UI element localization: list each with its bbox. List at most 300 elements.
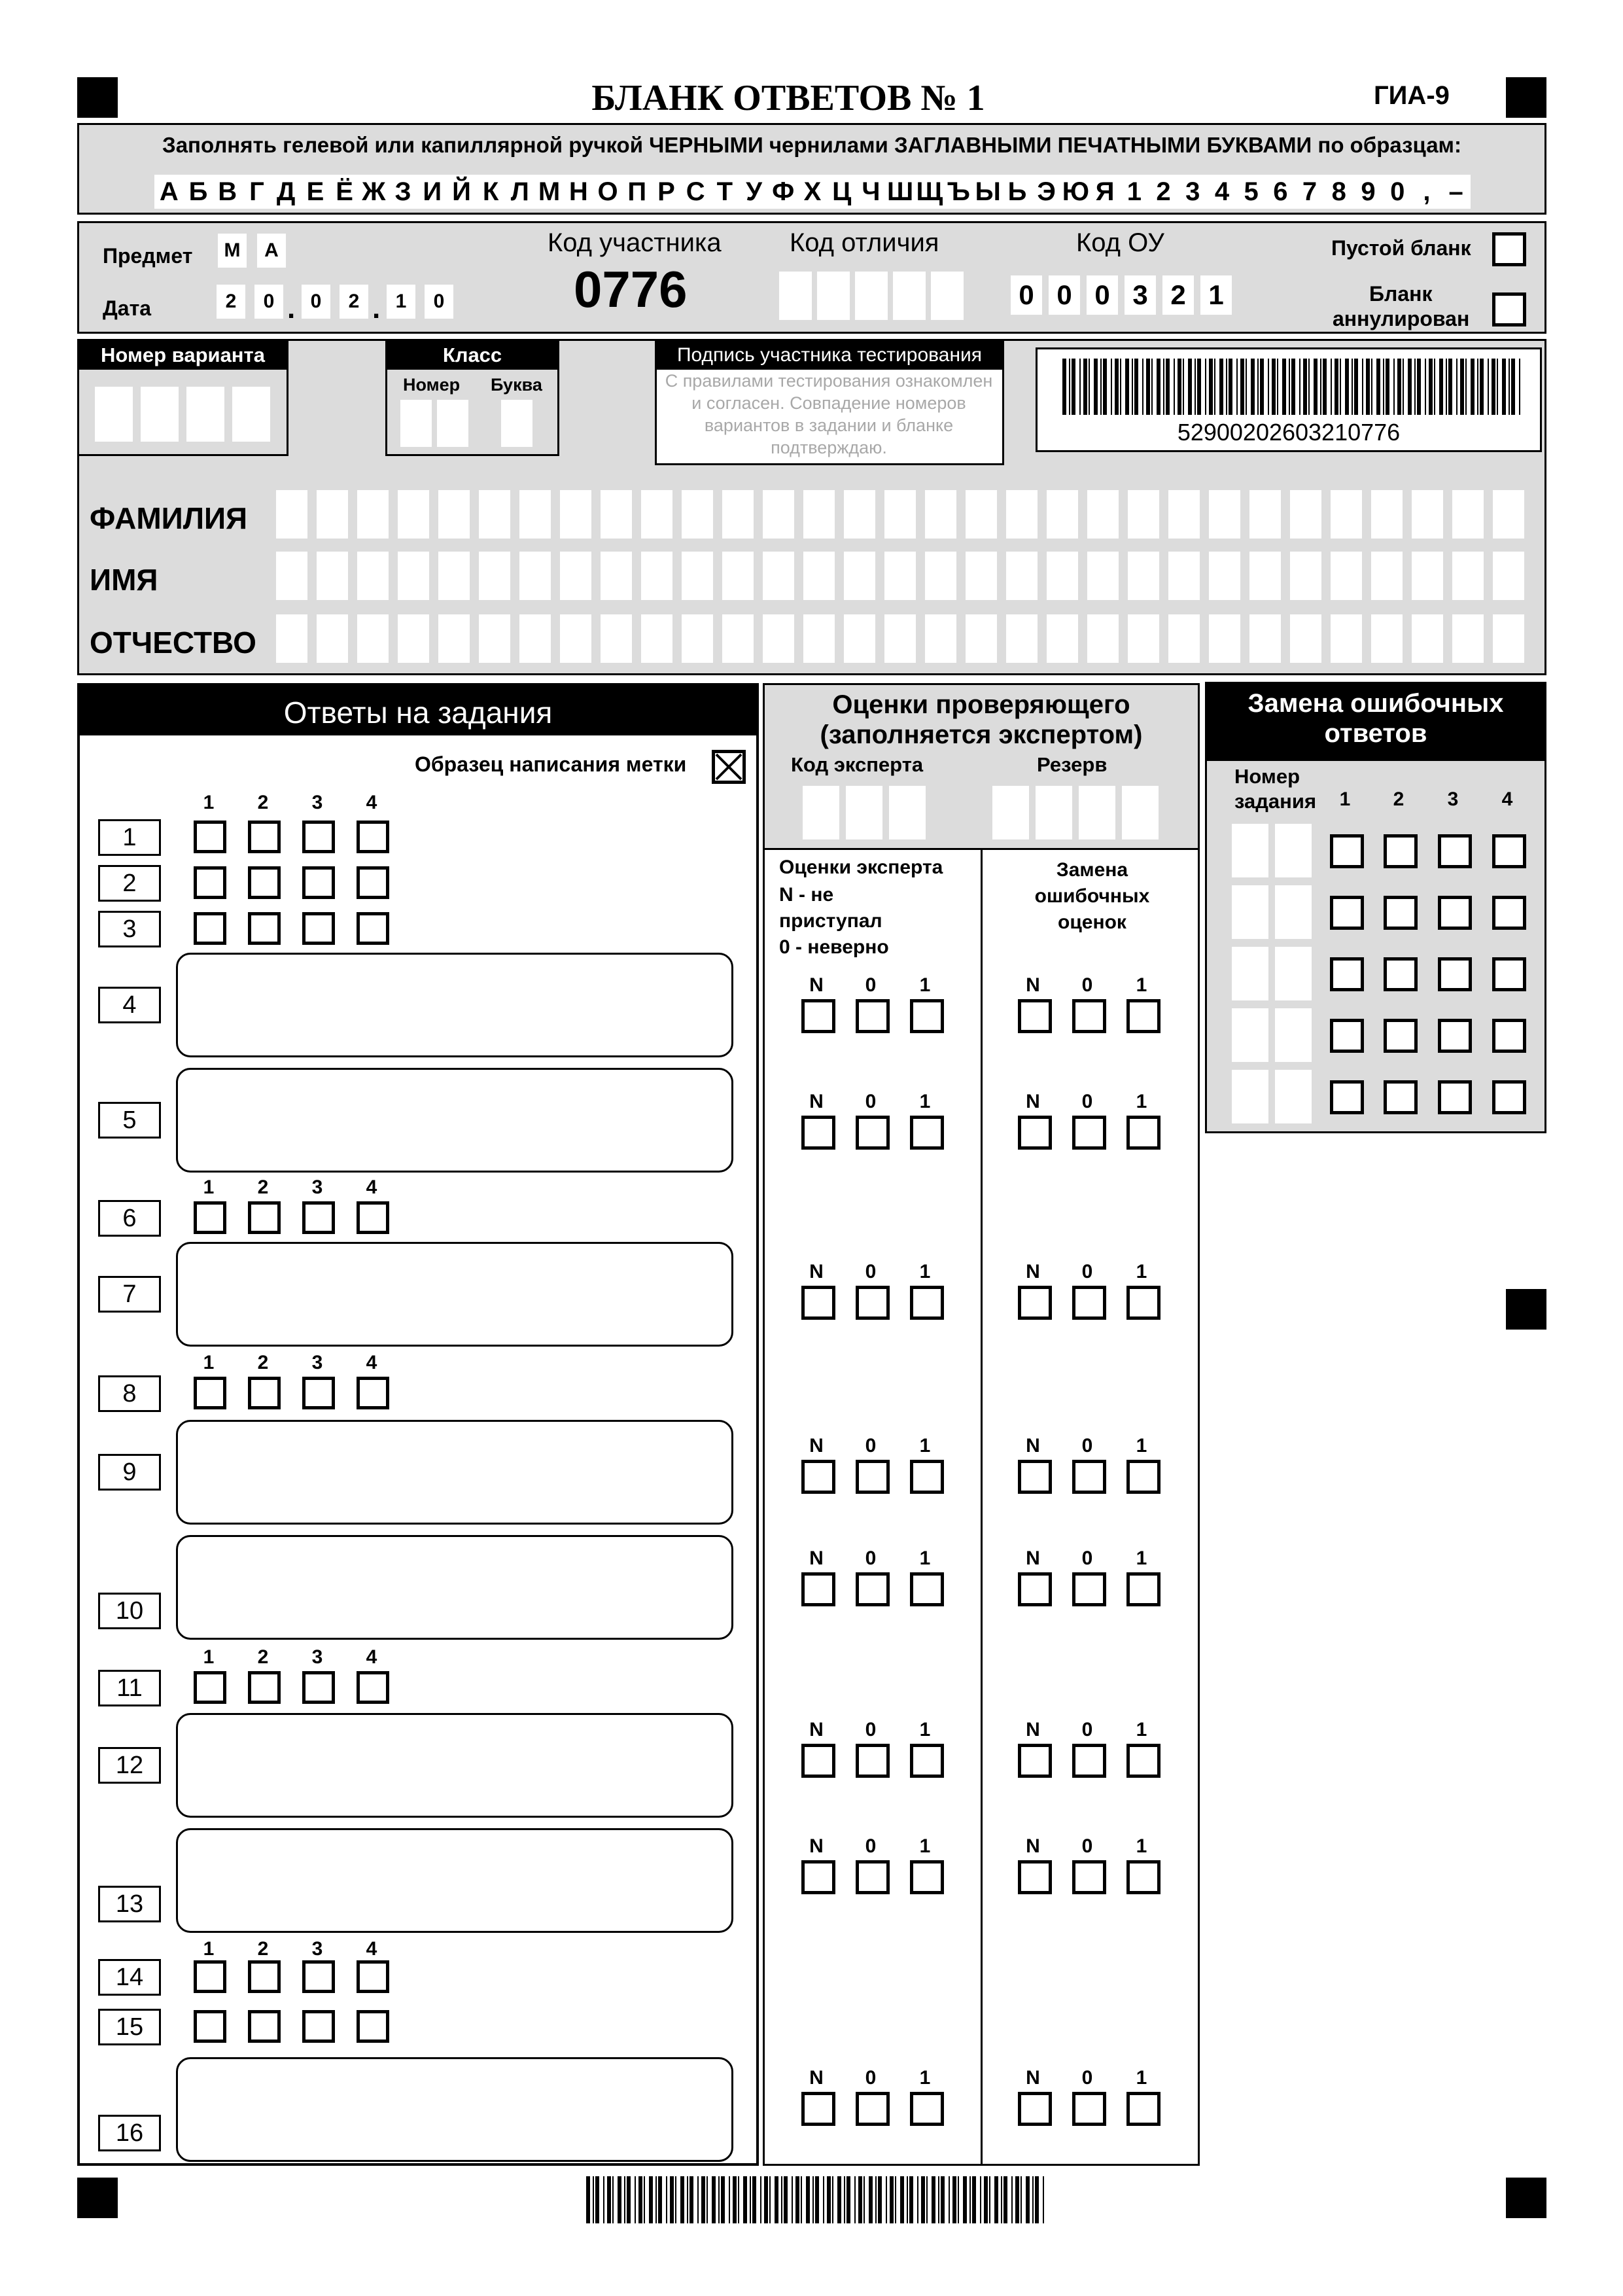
sample-char: М — [538, 177, 561, 206]
variant-cell-3[interactable] — [186, 387, 224, 442]
surname-cell[interactable] — [438, 490, 470, 539]
patronymic-cell[interactable] — [925, 614, 956, 663]
patronymic-cell[interactable] — [1047, 614, 1078, 663]
patronymic-cell[interactable] — [1371, 614, 1403, 663]
answer-checkbox[interactable] — [302, 1377, 335, 1409]
replace-checkbox[interactable] — [1384, 1019, 1418, 1053]
ou-code-char-4[interactable]: 3 — [1125, 275, 1156, 315]
surname-cell[interactable] — [763, 490, 794, 539]
name-cell[interactable] — [1087, 552, 1119, 600]
patronymic-cell[interactable] — [1493, 614, 1524, 663]
score-checkbox[interactable] — [1126, 1286, 1161, 1320]
patronymic-cell[interactable] — [1290, 614, 1321, 663]
score-checkbox[interactable] — [1072, 1460, 1106, 1494]
surname-cell[interactable] — [560, 490, 591, 539]
replace-checkbox[interactable] — [1492, 896, 1526, 930]
score-label: N — [809, 1719, 824, 1740]
answer-checkbox[interactable] — [302, 1960, 335, 1993]
answer-checkbox[interactable] — [357, 1377, 389, 1409]
ou-code-char-5[interactable]: 2 — [1162, 275, 1194, 315]
surname-cell[interactable] — [722, 490, 754, 539]
answer-field[interactable] — [176, 1828, 733, 1933]
barcode-bar — [1446, 359, 1447, 415]
answer-checkbox[interactable] — [357, 1960, 389, 1993]
date-char-4[interactable]: 2 — [340, 285, 368, 319]
answer-checkbox[interactable] — [194, 866, 226, 899]
score-checkbox[interactable] — [801, 1460, 835, 1494]
barcode-bar — [733, 2176, 737, 2223]
answer-checkbox[interactable] — [302, 821, 335, 853]
name-cell[interactable] — [317, 552, 348, 600]
score-checkbox[interactable] — [801, 2092, 835, 2126]
date-dot-1: . — [287, 292, 296, 325]
answer-checkbox[interactable] — [194, 821, 226, 853]
patronymic-cell[interactable] — [1331, 614, 1362, 663]
replace-checkbox[interactable] — [1330, 896, 1364, 930]
answer-checkbox[interactable] — [357, 2010, 389, 2043]
name-cell[interactable] — [519, 552, 551, 600]
reserve-cell-3[interactable] — [1079, 786, 1115, 839]
signature-block[interactable] — [655, 341, 1004, 465]
barcode-bar — [921, 2176, 925, 2223]
answer-checkbox[interactable] — [248, 1960, 281, 1993]
task-number: 2 — [98, 865, 161, 902]
score-label: 1 — [919, 1547, 931, 1569]
name-cell[interactable] — [884, 552, 916, 600]
surname-cell[interactable] — [1412, 490, 1443, 539]
answer-checkbox[interactable] — [194, 1377, 226, 1409]
barcode-bar — [1100, 359, 1102, 415]
replace-checkbox[interactable] — [1384, 834, 1418, 868]
replace-task-cell[interactable] — [1275, 824, 1312, 877]
name-cell[interactable] — [1047, 552, 1078, 600]
ou-code-char-3[interactable]: 0 — [1087, 275, 1118, 315]
name-cell[interactable] — [276, 552, 307, 600]
diff-code-cell-3[interactable] — [855, 272, 888, 320]
diff-code-cell-1[interactable] — [779, 272, 812, 320]
answer-checkbox[interactable] — [302, 866, 335, 899]
name-cell[interactable] — [1331, 552, 1362, 600]
surname-label: ФАМИЛИЯ — [90, 501, 248, 535]
score-checkbox[interactable] — [1072, 999, 1106, 1033]
score-checkbox[interactable] — [1072, 1744, 1106, 1778]
score-checkbox[interactable] — [1018, 2092, 1052, 2126]
diff-code-cell-4[interactable] — [893, 272, 926, 320]
name-cell[interactable] — [560, 552, 591, 600]
score-checkbox[interactable] — [1126, 1744, 1161, 1778]
instruction-text: Заполнять гелевой или капиллярной ручкой ЧЕРНЫМИ чернилами ЗАГЛАВНЫМИ ПЕЧАТНЫМИ БУКВАМИ по образцам: — [162, 133, 1461, 157]
score-checkbox[interactable] — [1018, 1744, 1052, 1778]
ou-code-char-2[interactable]: 0 — [1049, 275, 1080, 315]
sample-char: Ш — [887, 177, 914, 206]
replace-checkbox[interactable] — [1492, 1019, 1526, 1053]
barcode-bar — [1246, 359, 1247, 415]
option-label: 2 — [257, 1938, 269, 1960]
name-cell[interactable] — [479, 552, 510, 600]
answer-checkbox[interactable] — [248, 1201, 281, 1234]
barcode-bar — [989, 2176, 990, 2223]
replace-title-2: ответов — [1324, 719, 1427, 748]
reserve-cell-1[interactable] — [992, 786, 1029, 839]
expert-code-cell-3[interactable] — [889, 786, 926, 839]
patronymic-cell[interactable] — [682, 614, 713, 663]
patronymic-cell[interactable] — [1087, 614, 1119, 663]
surname-cell[interactable] — [925, 490, 956, 539]
score-checkbox[interactable] — [801, 1286, 835, 1320]
surname-cell[interactable] — [1047, 490, 1078, 539]
surname-cell[interactable] — [398, 490, 429, 539]
class-number-cell-2[interactable] — [437, 400, 468, 447]
replace-checkbox[interactable] — [1438, 957, 1472, 991]
answer-checkbox[interactable] — [357, 1671, 389, 1704]
answer-field[interactable] — [176, 953, 733, 1057]
score-checkbox[interactable] — [856, 1460, 890, 1494]
answer-checkbox[interactable] — [194, 912, 226, 945]
ou-code-char-1[interactable]: 0 — [1011, 275, 1042, 315]
replace-checkbox[interactable] — [1384, 896, 1418, 930]
score-checkbox[interactable] — [1126, 1116, 1161, 1150]
surname-cell[interactable] — [803, 490, 835, 539]
patronymic-cell[interactable] — [1249, 614, 1281, 663]
name-cell[interactable] — [1412, 552, 1443, 600]
variant-cell-1[interactable] — [95, 387, 133, 442]
score-checkbox[interactable] — [910, 1572, 944, 1606]
replace-task-cell[interactable] — [1232, 1070, 1268, 1123]
class-letter-cell[interactable] — [501, 400, 532, 447]
score-checkbox[interactable] — [1126, 1460, 1161, 1494]
subject-char-1[interactable]: М — [218, 234, 247, 268]
answer-checkbox[interactable] — [248, 1377, 281, 1409]
expert-code-cell-1[interactable] — [803, 786, 839, 839]
barcode-bar — [1439, 359, 1443, 415]
replace-checkbox[interactable] — [1438, 896, 1472, 930]
barcode-bar — [895, 2176, 896, 2223]
barcode-bar — [1291, 359, 1295, 415]
date-char-2[interactable]: 0 — [254, 285, 283, 319]
answer-checkbox[interactable] — [248, 866, 281, 899]
score-checkbox[interactable] — [1126, 999, 1161, 1033]
replace-task-cell[interactable] — [1232, 885, 1268, 939]
replace-checkbox[interactable] — [1492, 1080, 1526, 1114]
score-checkbox[interactable] — [1072, 1860, 1106, 1894]
sample-char: З — [394, 177, 411, 206]
answer-field[interactable] — [176, 1535, 733, 1640]
date-char-6[interactable]: 0 — [425, 285, 453, 319]
surname-cell[interactable] — [1371, 490, 1403, 539]
score-checkbox[interactable] — [910, 1744, 944, 1778]
score-checkbox[interactable] — [856, 999, 890, 1033]
patronymic-cell[interactable] — [357, 614, 389, 663]
answer-checkbox[interactable] — [357, 866, 389, 899]
name-cell[interactable] — [1371, 552, 1403, 600]
cancelled-checkbox[interactable] — [1492, 292, 1526, 327]
replace-task-cell[interactable] — [1232, 824, 1268, 877]
name-cell[interactable] — [966, 552, 997, 600]
barcode-bar — [909, 2176, 913, 2223]
answer-checkbox[interactable] — [194, 1671, 226, 1704]
barcode-bar — [1257, 359, 1259, 415]
patronymic-cell[interactable] — [1452, 614, 1484, 663]
name-cell[interactable] — [682, 552, 713, 600]
replace-checkbox[interactable] — [1492, 834, 1526, 868]
name-cell[interactable] — [1006, 552, 1038, 600]
answer-field[interactable] — [176, 1242, 733, 1347]
class-number-cell-1[interactable] — [400, 400, 432, 447]
patronymic-cell[interactable] — [1412, 614, 1443, 663]
answer-checkbox[interactable] — [302, 912, 335, 945]
replace-checkbox[interactable] — [1438, 834, 1472, 868]
score-checkbox[interactable] — [910, 999, 944, 1033]
patronymic-cell[interactable] — [479, 614, 510, 663]
barcode-bar — [675, 2176, 676, 2223]
subject-char-2[interactable]: А — [257, 234, 286, 268]
patronymic-cell[interactable] — [763, 614, 794, 663]
patronymic-cell[interactable] — [438, 614, 470, 663]
score-checkbox[interactable] — [801, 1116, 835, 1150]
answer-checkbox[interactable] — [248, 2010, 281, 2043]
name-cell[interactable] — [357, 552, 389, 600]
score-checkbox[interactable] — [1072, 1116, 1106, 1150]
surname-cell[interactable] — [641, 490, 672, 539]
answer-field[interactable] — [176, 1068, 733, 1173]
replace-checkbox[interactable] — [1330, 1019, 1364, 1053]
replace-task-cell[interactable] — [1275, 1070, 1312, 1123]
task-number: 15 — [98, 2009, 161, 2045]
replace-checkbox[interactable] — [1330, 1080, 1364, 1114]
surname-cell[interactable] — [966, 490, 997, 539]
surname-cell[interactable] — [682, 490, 713, 539]
barcode-bar — [1465, 359, 1467, 415]
score-checkbox[interactable] — [856, 1572, 890, 1606]
name-label: ИМЯ — [90, 563, 158, 597]
score-checkbox[interactable] — [1018, 1860, 1052, 1894]
diff-code-cell-5[interactable] — [931, 272, 964, 320]
reserve-cell-4[interactable] — [1122, 786, 1159, 839]
score-label: N — [809, 1261, 824, 1282]
patronymic-cell[interactable] — [560, 614, 591, 663]
name-cell[interactable] — [1209, 552, 1240, 600]
barcode-bar — [1251, 359, 1255, 415]
answer-field[interactable] — [176, 1420, 733, 1525]
date-char-3[interactable]: 0 — [302, 285, 330, 319]
patronymic-cell[interactable] — [844, 614, 875, 663]
ou-code-char-6[interactable]: 1 — [1200, 275, 1232, 315]
name-cell[interactable] — [925, 552, 956, 600]
barcode-bar — [1393, 359, 1395, 415]
answer-checkbox[interactable] — [302, 1201, 335, 1234]
task-number: 12 — [98, 1747, 161, 1784]
patronymic-cell[interactable] — [398, 614, 429, 663]
score-checkbox[interactable] — [801, 1860, 835, 1894]
score-checkbox[interactable] — [856, 1286, 890, 1320]
barcode-bar — [1021, 2176, 1022, 2223]
answer-checkbox[interactable] — [357, 912, 389, 945]
barcode-bar — [1083, 359, 1087, 415]
score-checkbox[interactable] — [910, 1116, 944, 1150]
cancelled-label-2: аннулирован — [1333, 307, 1470, 330]
patronymic-cell[interactable] — [884, 614, 916, 663]
score-checkbox[interactable] — [801, 1744, 835, 1778]
name-cell[interactable] — [398, 552, 429, 600]
answer-checkbox[interactable] — [357, 1201, 389, 1234]
surname-cell[interactable] — [1128, 490, 1159, 539]
surname-cell[interactable] — [479, 490, 510, 539]
surname-cell[interactable] — [357, 490, 389, 539]
answer-checkbox[interactable] — [248, 821, 281, 853]
score-checkbox[interactable] — [856, 2092, 890, 2126]
score-checkbox[interactable] — [910, 2092, 944, 2126]
name-cell[interactable] — [1290, 552, 1321, 600]
date-char-5[interactable]: 1 — [387, 285, 415, 319]
replace-task-cell[interactable] — [1232, 947, 1268, 1000]
name-cell[interactable] — [803, 552, 835, 600]
corner-marker-bottom-left — [77, 2178, 118, 2218]
replace-checkbox[interactable] — [1438, 1019, 1472, 1053]
surname-cell[interactable] — [1168, 490, 1200, 539]
surname-cell[interactable] — [884, 490, 916, 539]
score-checkbox[interactable] — [1018, 1572, 1052, 1606]
answer-field[interactable] — [176, 1713, 733, 1818]
reserve-cell-2[interactable] — [1036, 786, 1072, 839]
name-cell[interactable] — [1168, 552, 1200, 600]
surname-cell[interactable] — [1087, 490, 1119, 539]
sample-char: 6 — [1273, 177, 1288, 206]
score-checkbox[interactable] — [910, 1286, 944, 1320]
answer-checkbox[interactable] — [248, 912, 281, 945]
score-checkbox[interactable] — [801, 999, 835, 1033]
ou-code-label: Код ОУ — [1076, 228, 1164, 257]
name-cell[interactable] — [601, 552, 632, 600]
score-checkbox[interactable] — [856, 1744, 890, 1778]
patronymic-cell[interactable] — [1168, 614, 1200, 663]
score-checkbox[interactable] — [1126, 1860, 1161, 1894]
answer-checkbox[interactable] — [194, 2010, 226, 2043]
patronymic-cell[interactable] — [317, 614, 348, 663]
replace-task-cell[interactable] — [1275, 1008, 1312, 1062]
patronymic-cell[interactable] — [966, 614, 997, 663]
barcode-bar — [1511, 359, 1515, 415]
date-char-1[interactable]: 2 — [217, 285, 245, 319]
name-cell[interactable] — [1493, 552, 1524, 600]
barcode-bar — [1157, 359, 1161, 415]
replace-checkbox[interactable] — [1384, 1080, 1418, 1114]
surname-cell[interactable] — [1290, 490, 1321, 539]
signature-label: Подпись участника тестирования — [657, 341, 1002, 370]
name-cell[interactable] — [763, 552, 794, 600]
score-checkbox[interactable] — [1018, 999, 1052, 1033]
surname-cell[interactable] — [317, 490, 348, 539]
answer-field[interactable] — [176, 2057, 733, 2162]
surname-cell[interactable] — [601, 490, 632, 539]
name-cell[interactable] — [722, 552, 754, 600]
answer-checkbox[interactable] — [302, 1671, 335, 1704]
barcode-bar — [1448, 359, 1452, 415]
score-checkbox[interactable] — [1126, 2092, 1161, 2126]
patronymic-cell[interactable] — [1128, 614, 1159, 663]
surname-cell[interactable] — [1493, 490, 1524, 539]
empty-form-checkbox[interactable] — [1492, 232, 1526, 266]
score-label: 0 — [865, 974, 877, 996]
patronymic-cell[interactable] — [641, 614, 672, 663]
barcode-bar — [769, 2176, 771, 2223]
replace-checkbox[interactable] — [1438, 1080, 1472, 1114]
score-checkbox[interactable] — [1018, 1116, 1052, 1150]
surname-cell[interactable] — [1006, 490, 1038, 539]
patronymic-cell[interactable] — [722, 614, 754, 663]
replace-task-cell[interactable] — [1232, 1008, 1268, 1062]
barcode-bar — [1408, 359, 1412, 415]
barcode-bar — [858, 2176, 862, 2223]
name-cell[interactable] — [438, 552, 470, 600]
surname-cell[interactable] — [1331, 490, 1362, 539]
barcode-bar — [795, 2176, 799, 2223]
option-label: 2 — [257, 1176, 269, 1198]
barcode-bar — [1492, 359, 1495, 415]
patronymic-cell[interactable] — [601, 614, 632, 663]
patronymic-cell[interactable] — [1006, 614, 1038, 663]
replace-checkbox[interactable] — [1330, 957, 1364, 991]
answer-checkbox[interactable] — [248, 1671, 281, 1704]
replace-task-cell[interactable] — [1275, 885, 1312, 939]
surname-cell[interactable] — [1452, 490, 1484, 539]
replace-checkbox[interactable] — [1384, 957, 1418, 991]
score-checkbox[interactable] — [910, 1460, 944, 1494]
score-checkbox[interactable] — [1018, 1460, 1052, 1494]
score-checkbox[interactable] — [856, 1116, 890, 1150]
surname-cell[interactable] — [1249, 490, 1281, 539]
replace-checkbox[interactable] — [1330, 834, 1364, 868]
replace-task-cell[interactable] — [1275, 947, 1312, 1000]
name-cell[interactable] — [1128, 552, 1159, 600]
surname-cell[interactable] — [1209, 490, 1240, 539]
diff-code-cell-2[interactable] — [817, 272, 850, 320]
name-cell[interactable] — [1249, 552, 1281, 600]
info-panel — [77, 221, 1546, 334]
patronymic-cell[interactable] — [519, 614, 551, 663]
name-cell[interactable] — [641, 552, 672, 600]
name-cell[interactable] — [1452, 552, 1484, 600]
score-label: N — [1026, 1261, 1040, 1282]
expert-code-cell-2[interactable] — [846, 786, 882, 839]
variant-cell-2[interactable] — [141, 387, 179, 442]
score-label: N — [1026, 1435, 1040, 1457]
score-checkbox[interactable] — [910, 1860, 944, 1894]
surname-cell[interactable] — [519, 490, 551, 539]
score-checkbox[interactable] — [856, 1860, 890, 1894]
score-checkbox[interactable] — [1072, 2092, 1106, 2126]
score-checkbox[interactable] — [1018, 1286, 1052, 1320]
variant-cell-4[interactable] — [232, 387, 270, 442]
patronymic-cell[interactable] — [803, 614, 835, 663]
score-checkbox[interactable] — [1072, 1286, 1106, 1320]
patronymic-cell[interactable] — [1209, 614, 1240, 663]
answer-checkbox[interactable] — [194, 1960, 226, 1993]
patronymic-cell[interactable] — [276, 614, 307, 663]
score-checkbox[interactable] — [1126, 1572, 1161, 1606]
name-cell[interactable] — [844, 552, 875, 600]
score-checkbox[interactable] — [1072, 1572, 1106, 1606]
answer-checkbox[interactable] — [194, 1201, 226, 1234]
answer-checkbox[interactable] — [302, 2010, 335, 2043]
surname-cell[interactable] — [276, 490, 307, 539]
answer-checkbox[interactable] — [357, 821, 389, 853]
score-checkbox[interactable] — [801, 1572, 835, 1606]
barcode-bar — [1414, 359, 1416, 415]
barcode-bar — [1456, 359, 1457, 415]
surname-cell[interactable] — [844, 490, 875, 539]
option-label: 4 — [366, 1352, 377, 1373]
replace-checkbox[interactable] — [1492, 957, 1526, 991]
